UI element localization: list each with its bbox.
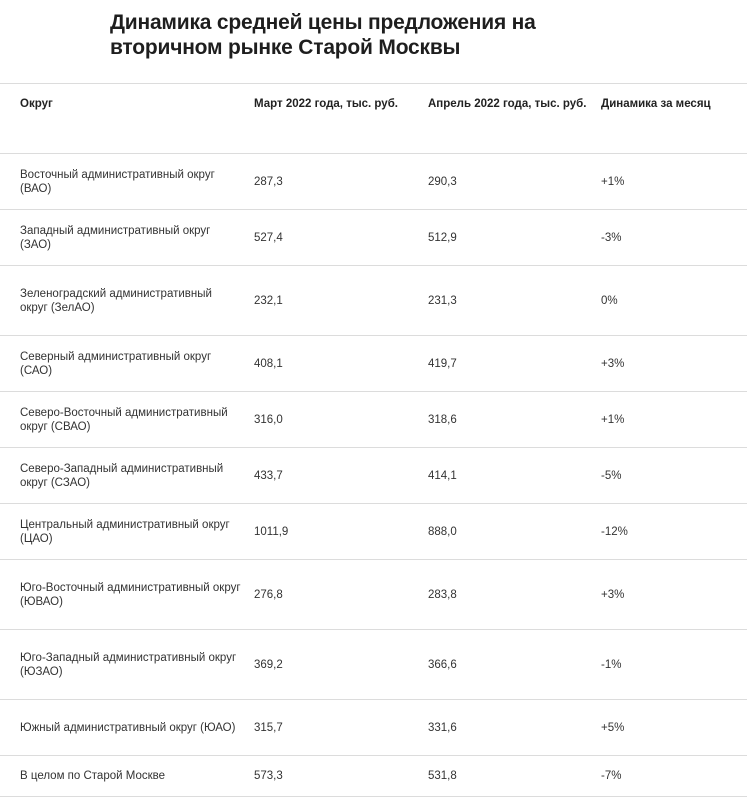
april-price-cell: 290,3 <box>428 175 457 188</box>
district-cell: Южный административный округ (ЮАО) <box>20 721 236 734</box>
page-title: Динамика средней цены предложения на вторичном рынке Старой Москвы <box>110 11 536 59</box>
april-price-cell: 366,6 <box>428 658 457 671</box>
district-cell: Западный административный округ (ЗАО) <box>20 224 211 251</box>
table-row <box>0 448 747 504</box>
march-price-cell: 573,3 <box>254 770 283 782</box>
march-price-cell: 408,1 <box>254 357 283 370</box>
table-row <box>0 392 747 448</box>
header-april: Апрель 2022 года, тыс. руб. <box>428 98 587 110</box>
monthly-change-cell: -1% <box>601 658 622 671</box>
table-row <box>0 700 747 756</box>
march-price-cell: 527,4 <box>254 231 283 244</box>
april-price-cell: 414,1 <box>428 469 457 482</box>
monthly-change-cell: -3% <box>601 231 622 244</box>
march-price-cell: 1011,9 <box>254 525 289 538</box>
april-price-cell: 531,8 <box>428 770 457 782</box>
april-price-cell: 419,7 <box>428 357 457 370</box>
march-price-cell: 287,3 <box>254 175 283 188</box>
march-price-cell: 232,1 <box>254 294 283 307</box>
table-row <box>0 210 747 266</box>
district-cell: Юго-Восточный административный округ (ЮВАО) <box>20 581 241 608</box>
march-price-cell: 369,2 <box>254 658 283 671</box>
monthly-change-cell: +1% <box>601 413 625 426</box>
march-price-cell: 433,7 <box>254 469 283 482</box>
monthly-change-cell: +3% <box>601 357 625 370</box>
district-cell: Восточный административный округ (ВАО) <box>20 168 215 195</box>
table-row <box>0 630 747 700</box>
table-header-row <box>0 84 747 154</box>
march-price-cell: 315,7 <box>254 721 283 734</box>
monthly-change-cell: +5% <box>601 721 625 734</box>
district-cell: Северный административный округ (САО) <box>20 350 212 377</box>
header-change: Динамика за месяц <box>601 98 711 110</box>
district-cell: Северо-Западный административный округ (СЗАО) <box>20 462 224 489</box>
table-row <box>0 504 747 560</box>
district-cell: Юго-Западный административный округ (ЮЗАО) <box>20 651 237 678</box>
april-price-cell: 231,3 <box>428 294 457 307</box>
monthly-change-cell: -12% <box>601 525 628 538</box>
table-row <box>0 154 747 210</box>
april-price-cell: 318,6 <box>428 413 457 426</box>
price-table <box>0 83 747 797</box>
april-price-cell: 331,6 <box>428 721 457 734</box>
monthly-change-cell: 0% <box>601 294 618 307</box>
march-price-cell: 276,8 <box>254 588 283 601</box>
district-cell: В целом по Старой Москве <box>20 770 166 782</box>
district-cell: Северо-Восточный административный округ (СВАО) <box>20 406 228 433</box>
header-district: Округ <box>20 98 53 110</box>
april-price-cell: 512,9 <box>428 231 457 244</box>
monthly-change-cell: +1% <box>601 175 625 188</box>
header-march: Март 2022 года, тыс. руб. <box>254 98 398 110</box>
district-cell: Зеленоградский административный округ (ЗелАО) <box>20 287 212 314</box>
monthly-change-cell: -5% <box>601 469 622 482</box>
april-price-cell: 888,0 <box>428 525 457 538</box>
district-cell: Центральный административный округ (ЦАО) <box>20 518 230 545</box>
march-price-cell: 316,0 <box>254 413 283 426</box>
table-row <box>0 266 747 336</box>
monthly-change-cell: -7% <box>601 770 622 782</box>
table-row <box>0 560 747 630</box>
table-row-total <box>0 756 747 797</box>
april-price-cell: 283,8 <box>428 588 457 601</box>
table-row <box>0 336 747 392</box>
monthly-change-cell: +3% <box>601 588 625 601</box>
